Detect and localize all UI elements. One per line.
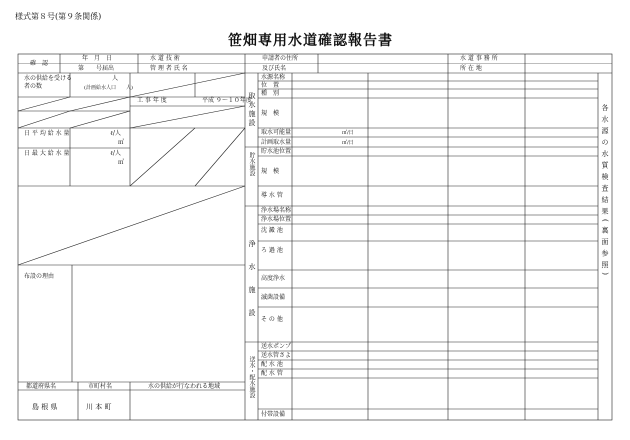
purify-row-1: 浄水場位置 [261, 216, 292, 223]
persons-label-2: 者の数 [24, 83, 43, 90]
intake-unit-2: ㎥/日 [342, 139, 354, 146]
daily-max-unit-2: ㎥ [118, 159, 125, 166]
form-frame [18, 54, 612, 420]
municipality-value: 川 本 町 [86, 403, 112, 411]
form-number: 様式第８号(第９条関係) [15, 12, 102, 21]
supply-row-1: 送水管さよ [261, 352, 292, 359]
work-year-value: 平成 ９～１０年度 [202, 96, 252, 104]
office-label-2: 所 在 地 [460, 64, 482, 72]
purify-row-0: 浄水場名称 [261, 207, 292, 214]
engineer-label-1: 水 道 技 術 [150, 55, 180, 62]
supply-row-2: 配 水 池 [261, 361, 283, 368]
intake-group-label: 取水施設 [248, 92, 256, 128]
intake-row-2: 種 別 [261, 90, 280, 97]
notice-number-label: 第 号届出 [78, 64, 115, 72]
daily-avg-label: 日 平 均 給 水 量 [24, 130, 70, 137]
purify-row-5: 滅菌設備 [261, 294, 286, 301]
purify-group-label: 浄水施設 [248, 240, 256, 332]
storage-row-1: 規 模 [261, 168, 280, 175]
purify-row-3: ろ 過 池 [261, 247, 283, 254]
engineer-label-2: 管 理 者 氏 名 [150, 64, 188, 72]
municipality-label: 市町村名 [88, 382, 113, 390]
form-title: 笹畑専用水道確認報告書 [228, 33, 393, 49]
applicant-label-2: 及び氏名 [262, 64, 287, 72]
purify-row-6: そ の 他 [261, 316, 283, 323]
supply-row-3: 配 水 管 [261, 370, 283, 377]
supply-area-label: 水の供給が行なわれる地域 [148, 382, 221, 390]
supply-row-4: 付帯設備 [261, 410, 286, 418]
supply-row-0: 送水ポンプ [261, 343, 292, 350]
storage-row-0: 貯水池位置 [261, 148, 292, 155]
work-year-label: 工 事 年 度 [137, 96, 167, 104]
intake-row-4: 取水可能量 [261, 129, 292, 136]
intake-row-5: 計画取水量 [261, 138, 292, 146]
confirm-label: 確 認 [30, 60, 49, 67]
persons-unit: 人 [112, 75, 119, 82]
date-label: 年 月 日 [82, 55, 113, 62]
purify-row-4: 高度浄水 [261, 275, 286, 282]
reason-label: 布設の理由 [24, 273, 55, 280]
persons-label-1: 水の供給を受ける [24, 75, 73, 82]
prefecture-value: 島 根 県 [32, 403, 58, 411]
water-quality-note: 各水源の水質検査結果(裏面参照) [601, 104, 609, 280]
intake-row-0: 水源名称 [261, 74, 286, 81]
storage-group-label: 貯水施設 [248, 152, 255, 176]
daily-avg-unit-1: ℓ/人 [110, 130, 121, 137]
supply-group-label: 送水・配水施設 [248, 356, 255, 398]
office-label-1: 水 道 事 務 所 [460, 55, 498, 62]
intake-row-1: 位 置 [261, 82, 280, 89]
daily-max-unit-1: ℓ/人 [110, 150, 121, 157]
purify-row-2: 沈 澱 池 [261, 227, 283, 234]
daily-avg-unit-2: ㎥ [118, 139, 125, 146]
prefecture-label: 都道府県名 [26, 382, 57, 390]
intake-row-3: 規 模 [261, 110, 280, 117]
intake-unit-1: ㎥/日 [342, 130, 354, 136]
applicant-label-1: 申請者の住所 [262, 55, 299, 62]
storage-row-2: 導 水 管 [261, 192, 283, 199]
persons-note: (計画給水人口 人) [84, 85, 133, 91]
daily-max-label: 日 最 大 給 水 量 [24, 150, 70, 157]
